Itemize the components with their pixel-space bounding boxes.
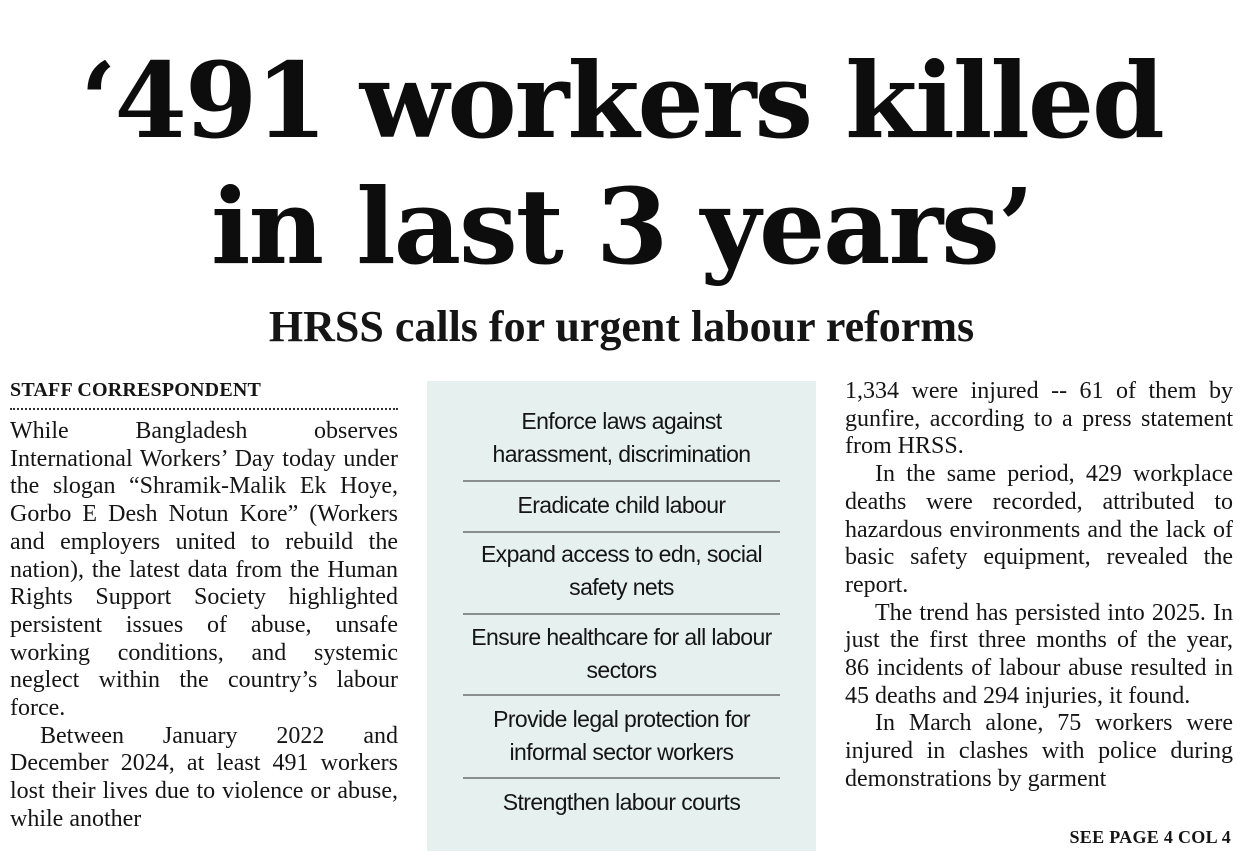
- paragraph: While Bangladesh observes International Workers’ Day today under the slogan “Shramik-Malik Ek Hoye, Gorbo E Desh Notun Kore” (Workers and employers united to rebuild the nation), the latest data from the Human Rights Support Society highlighted persistent issues of abuse, unsafe working conditions, and systemic neglect within the country’s labour force.: [10, 418, 398, 722]
- demand-item: Enforce laws against harassment, discrimination: [492, 408, 751, 467]
- divider: [463, 531, 780, 533]
- demand-item: Expand access to edn, social safety nets: [480, 541, 763, 600]
- divider: [463, 777, 780, 779]
- demands-box: [427, 381, 816, 851]
- headline: [0, 38, 1243, 290]
- demand-item: Provide legal protection for informal sector workers: [493, 706, 750, 765]
- divider: [463, 613, 780, 615]
- subheadline: HRSS calls for urgent labour reforms: [268, 302, 975, 351]
- byline: STAFF CORRESPONDENT: [10, 378, 398, 410]
- article-column-left: [10, 378, 398, 834]
- demand-item: Strengthen labour courts: [502, 789, 741, 815]
- article-column-right: [845, 378, 1233, 794]
- demand-item: Eradicate child labour: [517, 492, 726, 518]
- paragraph: The trend has persisted into 2025. In just the first three months of the year, 86 incidents of labour abuse resulted in 45 deaths and 294 injuries, it found.: [845, 599, 1233, 709]
- paragraph: In the same period, 429 workplace deaths were recorded, attributed to hazardous environments and the lack of basic safety equipment, revealed the report.: [845, 461, 1233, 598]
- continuation-note: SEE PAGE 4 COL 4: [1069, 827, 1231, 847]
- divider: [463, 694, 780, 696]
- headline-line-1: ‘491 workers killed: [80, 39, 1163, 162]
- demand-item: Ensure healthcare for all labour sectors: [471, 624, 772, 683]
- headline-line-2: in last 3 years’: [210, 165, 1033, 288]
- paragraph: 1,334 were injured -- 61 of them by gunfire, according to a press statement from HRSS.: [845, 378, 1233, 460]
- paragraph: In March alone, 75 workers were injured in clashes with police during demonstrations by garment: [845, 710, 1233, 792]
- paragraph: Between January 2022 and December 2024, at least 491 workers lost their lives due to violence or abuse, while another: [10, 722, 398, 832]
- divider: [463, 480, 780, 482]
